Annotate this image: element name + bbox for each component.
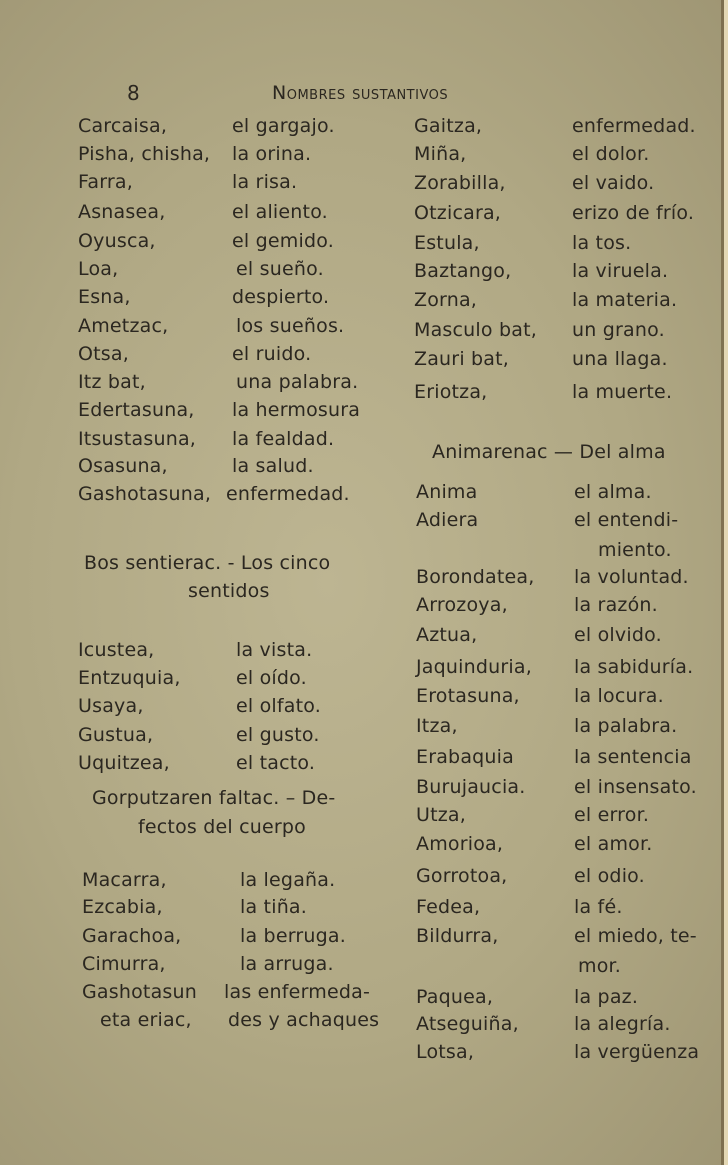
spanish-translation: el sueño.	[236, 258, 324, 280]
basque-term: Otsa,	[78, 343, 129, 365]
basque-term: Itza,	[416, 715, 458, 737]
basque-term: Otzicara,	[414, 202, 502, 224]
spanish-translation: erizo de frío.	[572, 202, 695, 224]
spanish-translation: la locura.	[574, 685, 664, 707]
basque-term: Gashotasun	[82, 981, 198, 1003]
section-heading: Bos sentierac. - Los cinco	[84, 552, 331, 574]
page-edge	[724, 0, 728, 1165]
basque-term: Masculo bat,	[414, 319, 537, 341]
spanish-translation: el vaido.	[572, 172, 655, 194]
basque-term: Esna,	[78, 286, 131, 308]
spanish-translation: enfermedad.	[572, 115, 696, 137]
spanish-translation: el gusto.	[236, 724, 320, 746]
basque-term: Edertasuna,	[78, 399, 195, 421]
basque-term: Atseguiña,	[416, 1013, 519, 1035]
basque-term: Utza,	[416, 804, 467, 826]
spanish-translation: el insensato.	[574, 776, 697, 798]
spanish-translation: la alegría.	[574, 1013, 671, 1035]
basque-term: Loa,	[78, 258, 119, 280]
spanish-translation: el aliento.	[232, 201, 328, 223]
basque-term: Icustea,	[78, 639, 155, 661]
basque-term: Aztua,	[416, 624, 478, 646]
spanish-translation: el ruido.	[232, 343, 312, 365]
basque-term: Macarra,	[82, 869, 167, 891]
basque-term: Farra,	[78, 171, 133, 193]
spanish-translation: el dolor.	[572, 143, 650, 165]
spanish-translation: un grano.	[572, 319, 665, 341]
spanish-translation: la orina.	[232, 143, 312, 165]
spanish-translation: el gargajo.	[232, 115, 335, 137]
section-heading: Animarenac — Del alma	[432, 441, 666, 463]
basque-term: Osasuna,	[78, 455, 168, 477]
basque-term: Zauri bat,	[414, 348, 510, 370]
spanish-translation: el amor.	[574, 833, 653, 855]
spanish-translation: el entendi-	[574, 509, 679, 531]
spanish-translation: la berruga.	[240, 925, 346, 947]
spanish-translation: el tacto.	[236, 752, 316, 774]
basque-term: Usaya,	[78, 695, 144, 717]
spanish-translation: la arruga.	[240, 953, 334, 975]
section-heading: Gorputzaren faltac. – De-	[92, 787, 336, 809]
spanish-translation: despierto.	[232, 286, 330, 308]
spanish-translation: la vista.	[236, 639, 313, 661]
basque-term: Itz bat,	[78, 371, 146, 393]
basque-term: Ezcabia,	[82, 896, 163, 918]
basque-term: Gustua,	[78, 724, 154, 746]
spanish-translation: la paz.	[574, 986, 639, 1008]
basque-term: Fedea,	[416, 896, 481, 918]
section-heading: sentidos	[188, 580, 270, 602]
basque-term: Bildurra,	[416, 925, 499, 947]
spanish-translation: la fé.	[574, 896, 623, 918]
spanish-translation: la vergüenza	[574, 1041, 700, 1063]
spanish-translation: el olvido.	[574, 624, 662, 646]
basque-term: Amorioa,	[416, 833, 504, 855]
spanish-translation: mor.	[578, 955, 622, 977]
spanish-translation: la materia.	[572, 289, 678, 311]
basque-term: Adiera	[416, 509, 479, 531]
spanish-translation: la tos.	[572, 232, 632, 254]
page-edge-shadow	[721, 0, 724, 1165]
spanish-translation: la viruela.	[572, 260, 669, 282]
spanish-translation: la palabra.	[574, 715, 678, 737]
basque-term: Gashotasuna,	[78, 483, 212, 505]
basque-term: Gorrotoa,	[416, 865, 508, 887]
spanish-translation: la legaña.	[240, 869, 336, 891]
basque-term: Itsustasuna,	[78, 428, 197, 450]
basque-term: Zorna,	[414, 289, 478, 311]
basque-term: Oyusca,	[78, 230, 156, 252]
basque-term: Pisha, chisha,	[78, 143, 211, 165]
section-heading: fectos del cuerpo	[138, 816, 306, 838]
basque-term: Lotsa,	[416, 1041, 475, 1063]
basque-term: Paquea,	[416, 986, 494, 1008]
running-title: Nombres sustantivos	[272, 82, 449, 104]
spanish-translation: la sabiduría.	[574, 656, 694, 678]
spanish-translation: una palabra.	[236, 371, 359, 393]
basque-term: Jaquinduria,	[416, 656, 532, 678]
basque-term: Entzuquia,	[78, 667, 181, 689]
basque-term: Zorabilla,	[414, 172, 506, 194]
spanish-translation: des y achaques	[228, 1009, 380, 1031]
basque-term: Estula,	[414, 232, 480, 254]
spanish-translation: el odio.	[574, 865, 645, 887]
spanish-translation: la voluntad.	[574, 566, 689, 588]
spanish-translation: el miedo, te-	[574, 925, 697, 947]
spanish-translation: miento.	[598, 539, 672, 561]
spanish-translation: las enfermeda-	[224, 981, 371, 1003]
basque-term: Baztango,	[414, 260, 512, 282]
basque-term: Ametzac,	[78, 315, 169, 337]
basque-term: Cimurra,	[82, 953, 166, 975]
basque-term: Carcaisa,	[78, 115, 168, 137]
spanish-translation: el olfato.	[236, 695, 322, 717]
spanish-translation: una llaga.	[572, 348, 668, 370]
spanish-translation: los sueños.	[236, 315, 345, 337]
basque-term: Eriotza,	[414, 381, 488, 403]
basque-term: Borondatea,	[416, 566, 535, 588]
spanish-translation: el alma.	[574, 481, 652, 503]
spanish-translation: la tiña.	[240, 896, 308, 918]
spanish-translation: la razón.	[574, 594, 658, 616]
basque-term: Burujaucia.	[416, 776, 526, 798]
basque-term: Uquitzea,	[78, 752, 170, 774]
basque-term: eta eriac,	[100, 1009, 192, 1031]
basque-term: Arrozoya,	[416, 594, 508, 616]
spanish-translation: el gemido.	[232, 230, 334, 252]
basque-term: Miña,	[414, 143, 467, 165]
spanish-translation: la fealdad.	[232, 428, 335, 450]
spanish-translation: la risa.	[232, 171, 298, 193]
spanish-translation: la hermosura	[232, 399, 361, 421]
basque-term: Asnasea,	[78, 201, 166, 223]
basque-term: Erabaquia	[416, 746, 514, 768]
basque-term: Anima	[416, 481, 478, 503]
spanish-translation: el error.	[574, 804, 650, 826]
spanish-translation: la sentencia	[574, 746, 692, 768]
spanish-translation: el oído.	[236, 667, 307, 689]
spanish-translation: enfermedad.	[226, 483, 350, 505]
spanish-translation: la salud.	[232, 455, 314, 477]
basque-term: Garachoa,	[82, 925, 182, 947]
spanish-translation: la muerte.	[572, 381, 673, 403]
page-number: 8	[127, 81, 140, 105]
basque-term: Erotasuna,	[416, 685, 520, 707]
basque-term: Gaitza,	[414, 115, 483, 137]
